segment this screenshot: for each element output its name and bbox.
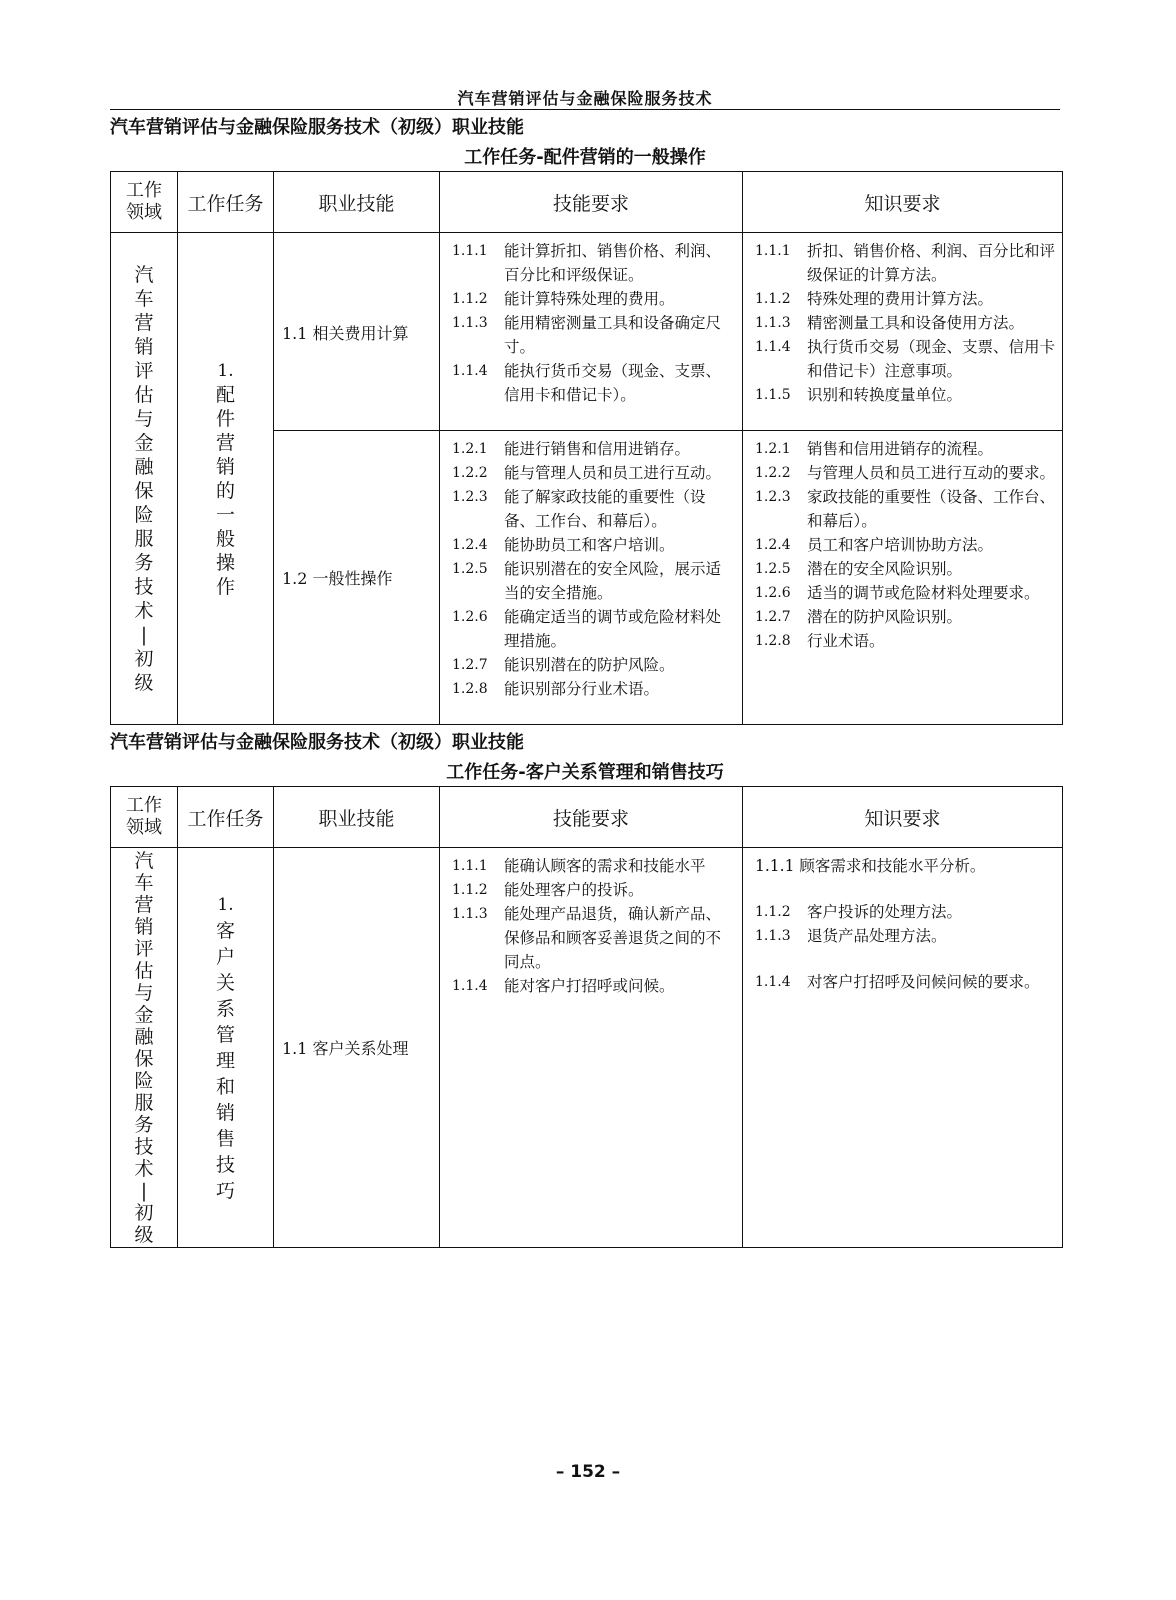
list-item: 1.1.4 能对客户打招呼或问候。 bbox=[452, 977, 675, 995]
section2-skill-table bbox=[110, 786, 1063, 1248]
list-item: 1.1.1 能确认顾客的需求和技能水平 bbox=[452, 857, 706, 875]
col-skill-req: 技能要求 bbox=[440, 787, 743, 848]
col-domain: 工作领域 bbox=[111, 787, 178, 848]
knowledge-req-cell bbox=[743, 848, 1063, 1248]
list-item: 1.2.3 家政技能的重要性（设备、工作台、和幕后）。 bbox=[755, 488, 1056, 530]
col-task: 工作任务 bbox=[178, 172, 274, 233]
section1-skill-table bbox=[110, 171, 1063, 725]
list-item: 1.1.2 能处理客户的投诉。 bbox=[452, 881, 644, 899]
col-skill: 职业技能 bbox=[274, 172, 440, 233]
list-item: 1.2.5 能识别潜在的安全风险，展示适当的安全措施。 bbox=[452, 560, 722, 602]
list-item: 1.1.1 能计算折扣、销售价格、利润、百分比和评级保证。 bbox=[452, 242, 722, 284]
skill-cell: 1.1 相关费用计算 bbox=[274, 233, 440, 431]
list-item: 1.2.3 能了解家政技能的重要性（设备、工作台、和幕后）。 bbox=[452, 488, 706, 530]
list-item: 1.2.7 潜在的防护风险识别。 bbox=[755, 608, 963, 626]
domain-cell: 汽 车 营 销 评 估 与 金 融 保 险 服 务 技 术 | 初 级 bbox=[111, 233, 178, 725]
list-item: 1.2.4 能协助员工和客户培训。 bbox=[452, 536, 675, 554]
list-item: 1.1.2 能计算特殊处理的费用。 bbox=[452, 290, 675, 308]
skill-req-cell bbox=[440, 233, 743, 431]
section1-title: 汽车营销评估与金融保险服务技术（初级）职业技能 bbox=[110, 117, 524, 138]
list-item: 1.2.2 与管理人员和员工进行互动的要求。 bbox=[755, 464, 1056, 482]
section1-subtitle: 工作任务-配件营销的一般操作 bbox=[464, 147, 706, 168]
list-item: 1.2.8 能识别部分行业术语。 bbox=[452, 680, 660, 698]
list-item: 1.1.4 对客户打招呼及问候问候的要求。 bbox=[755, 973, 1040, 991]
page-number: – 152 – bbox=[555, 1462, 621, 1482]
task-cell: 1. 客 户 关 系 管 理 和 销 售 技 巧 bbox=[178, 848, 274, 1248]
task-cell: 1. 配 件 营 销 的 一 般 操 作 bbox=[178, 233, 274, 725]
domain-cell: 汽 车 营 销 评 估 与 金 融 保 险 服 务 技 术 | 初 级 bbox=[111, 848, 178, 1248]
spacer bbox=[755, 948, 1056, 970]
col-skill-req: 技能要求 bbox=[440, 172, 743, 233]
spacer bbox=[755, 878, 1056, 900]
skill-cell: 1.1 客户关系处理 bbox=[274, 848, 440, 1248]
list-item: 1.1.2 特殊处理的费用计算方法。 bbox=[755, 290, 994, 308]
list-item: 1.1.3 能用精密测量工具和设备确定尺寸。 bbox=[452, 314, 722, 356]
list-item: 1.1.3 退货产品处理方法。 bbox=[755, 927, 947, 945]
col-domain: 工作领域 bbox=[111, 172, 178, 233]
list-item: 1.2.5 潜在的安全风险识别。 bbox=[755, 560, 963, 578]
section2-title: 汽车营销评估与金融保险服务技术（初级）职业技能 bbox=[110, 732, 524, 753]
col-knowledge-req: 知识要求 bbox=[743, 787, 1063, 848]
list-item: 1.2.2 能与管理人员和员工进行互动。 bbox=[452, 464, 722, 482]
knowledge-req-cell bbox=[743, 233, 1063, 431]
list-item: 1.1.5 识别和转换度量单位。 bbox=[755, 386, 963, 404]
list-item: 1.2.8 行业术语。 bbox=[755, 632, 885, 650]
list-item: 1.1.1 顾客需求和技能水平分析。 bbox=[755, 857, 986, 875]
table-row bbox=[111, 233, 1063, 431]
list-item: 1.2.6 适当的调节或危险材料处理要求。 bbox=[755, 584, 1040, 602]
col-knowledge-req: 知识要求 bbox=[743, 172, 1063, 233]
skill-req-cell bbox=[440, 431, 743, 725]
running-header: 汽车营销评估与金融保险服务技术 bbox=[457, 89, 713, 108]
table-row bbox=[111, 848, 1063, 1248]
list-item: 1.1.1 折扣、销售价格、利润、百分比和评级保证的计算方法。 bbox=[755, 242, 1056, 284]
section2-subtitle: 工作任务-客户关系管理和销售技巧 bbox=[446, 762, 724, 783]
list-item: 1.1.4 能执行货币交易（现金、支票、信用卡和借记卡）。 bbox=[452, 362, 722, 404]
list-item: 1.1.3 精密测量工具和设备使用方法。 bbox=[755, 314, 1025, 332]
list-item: 1.1.3 能处理产品退货，确认新产品、保修品和顾客妥善退货之间的不同点。 bbox=[452, 905, 722, 971]
knowledge-req-cell bbox=[743, 431, 1063, 725]
col-task: 工作任务 bbox=[178, 787, 274, 848]
skill-cell: 1.2 一般性操作 bbox=[274, 431, 440, 725]
list-item: 1.2.1 能进行销售和信用进销存。 bbox=[452, 440, 691, 458]
col-skill: 职业技能 bbox=[274, 787, 440, 848]
list-item: 1.1.4 执行货币交易（现金、支票、信用卡和借记卡）注意事项。 bbox=[755, 338, 1056, 380]
list-item: 1.2.1 销售和信用进销存的流程。 bbox=[755, 440, 994, 458]
list-item: 1.2.4 员工和客户培训协助方法。 bbox=[755, 536, 994, 554]
list-item: 1.1.2 客户投诉的处理方法。 bbox=[755, 903, 963, 921]
list-item: 1.2.6 能确定适当的调节或危险材料处理措施。 bbox=[452, 608, 722, 650]
table-header-row bbox=[111, 172, 1063, 233]
header-rule bbox=[110, 109, 1060, 110]
table-header-row bbox=[111, 787, 1063, 848]
skill-req-cell bbox=[440, 848, 743, 1248]
list-item: 1.2.7 能识别潜在的防护风险。 bbox=[452, 656, 675, 674]
